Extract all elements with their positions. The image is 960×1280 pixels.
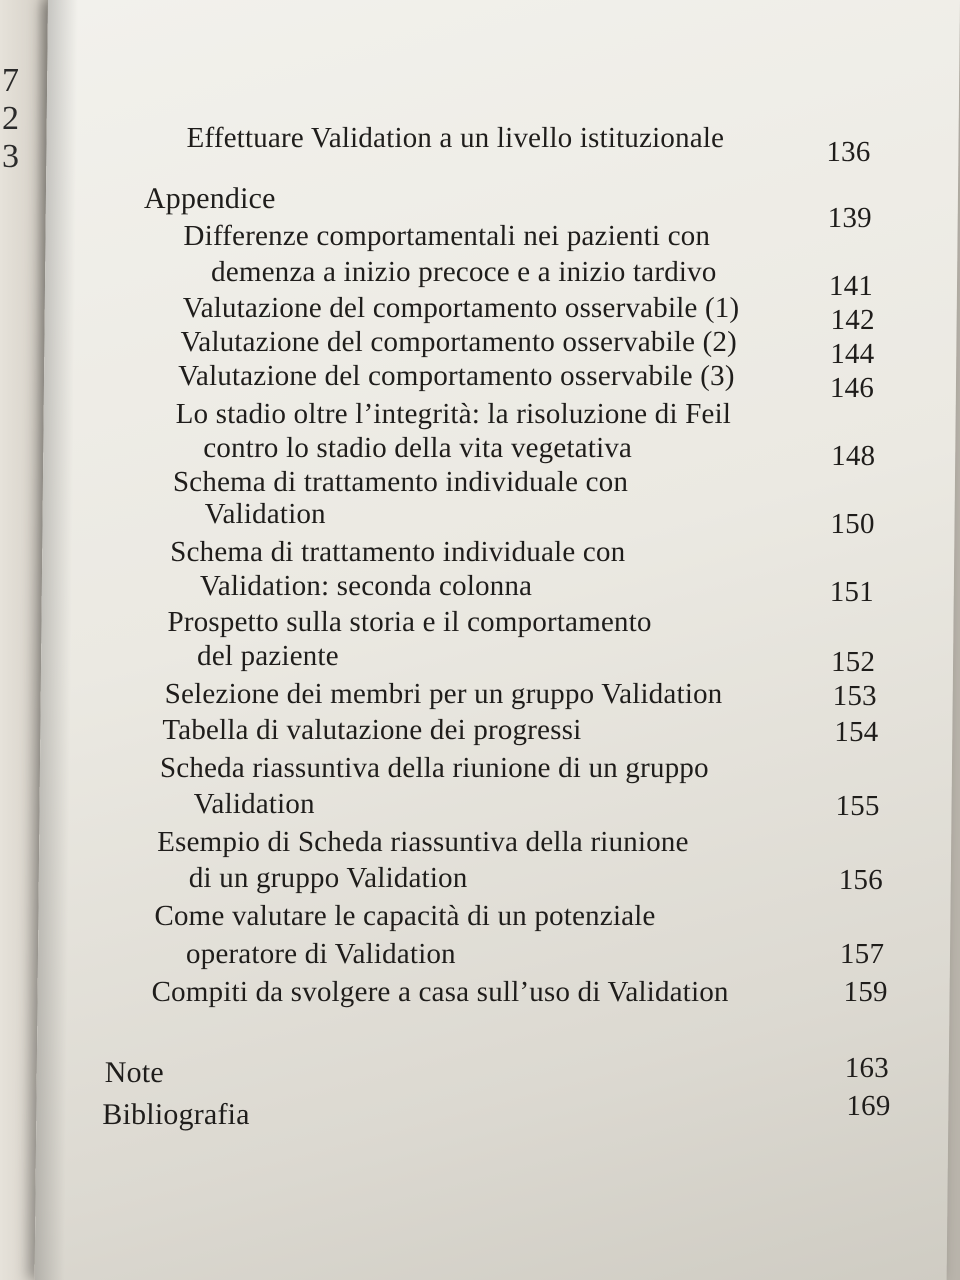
toc-entry-line: operatore di Validation: [185, 938, 457, 970]
toc-entry-line: contro lo stadio della vita vegetativa: [203, 432, 633, 464]
toc-entry-line: Selezione dei membri per un gruppo Validation: [164, 678, 723, 710]
edge-char: 3: [2, 138, 19, 175]
toc-entry-line: Tabella di valutazione dei progressi: [162, 714, 582, 746]
toc-entry-line: Prospetto sulla storia e il comportamento: [167, 606, 652, 638]
toc-entry-page: 156: [838, 864, 884, 896]
notes-page: 163: [844, 1052, 890, 1084]
toc-entry-line: di un gruppo Validation: [188, 862, 468, 894]
toc-entry-line: Come valutare le capacità di un potenziale: [154, 900, 656, 932]
toc-entry-page: 150: [830, 508, 875, 540]
toc-entry-line: Lo stadio oltre l’integrità: la risoluzione di Feil: [175, 398, 732, 430]
toc-entry-page: 152: [830, 646, 876, 678]
toc-entry-page: 155: [835, 790, 880, 822]
bibliography-page: 169: [846, 1090, 891, 1122]
toc-entry-line: demenza a inizio precoce e a inizio tardivo: [210, 256, 717, 288]
toc-entry-page: 141: [828, 270, 874, 302]
toc-entry-page: 157: [839, 938, 885, 970]
toc-entry-page: 151: [829, 576, 875, 608]
toc-entry-line: Esempio di Scheda riassuntiva della riunione: [157, 826, 689, 858]
toc-entry-page: 159: [843, 976, 888, 1008]
toc-entry-page: 142: [830, 304, 875, 336]
toc-entry-line: Schema di trattamento individuale con: [170, 536, 626, 568]
toc-entry-line: Validation: seconda colonna: [199, 570, 533, 602]
toc-entry-page: 136: [826, 136, 871, 168]
toc-entry-page: 153: [832, 680, 877, 712]
toc-entry-page: 154: [834, 716, 879, 748]
book-page: [35, 0, 960, 1280]
table-of-contents: [35, 0, 960, 1280]
appendix-page: 139: [827, 202, 872, 234]
toc-entry-page: 144: [830, 338, 875, 370]
toc-entry-line: del paziente: [196, 640, 339, 672]
toc-entry-title: Effettuare Validation a un livello istituzionale: [186, 122, 725, 154]
toc-entry-line: Valutazione del comportamento osservabile (2): [180, 326, 738, 358]
bibliography-heading: Bibliografia: [102, 1098, 250, 1131]
appendix-heading: Appendice: [143, 182, 276, 215]
notes-heading: Note: [104, 1056, 165, 1089]
toc-entry-line: Valutazione del comportamento osservabile (3): [177, 360, 735, 392]
toc-entry-page: 146: [829, 372, 875, 404]
toc-entry-line: Validation: [204, 498, 326, 530]
toc-entry-line: Differenze comportamentali nei pazienti con: [183, 220, 711, 252]
toc-entry-line: Validation: [193, 788, 315, 820]
toc-entry-line: Compiti da svolgere a casa sull’uso di Validation: [151, 976, 729, 1008]
toc-entry-page: 148: [831, 440, 876, 472]
toc-entry-line: Schema di trattamento individuale con: [172, 466, 629, 498]
toc-entry-line: Valutazione del comportamento osservabile (1): [182, 292, 740, 324]
edge-char: 2: [2, 100, 19, 137]
edge-char: 7: [2, 62, 19, 99]
toc-entry-line: Scheda riassuntiva della riunione di un gruppo: [159, 752, 709, 784]
